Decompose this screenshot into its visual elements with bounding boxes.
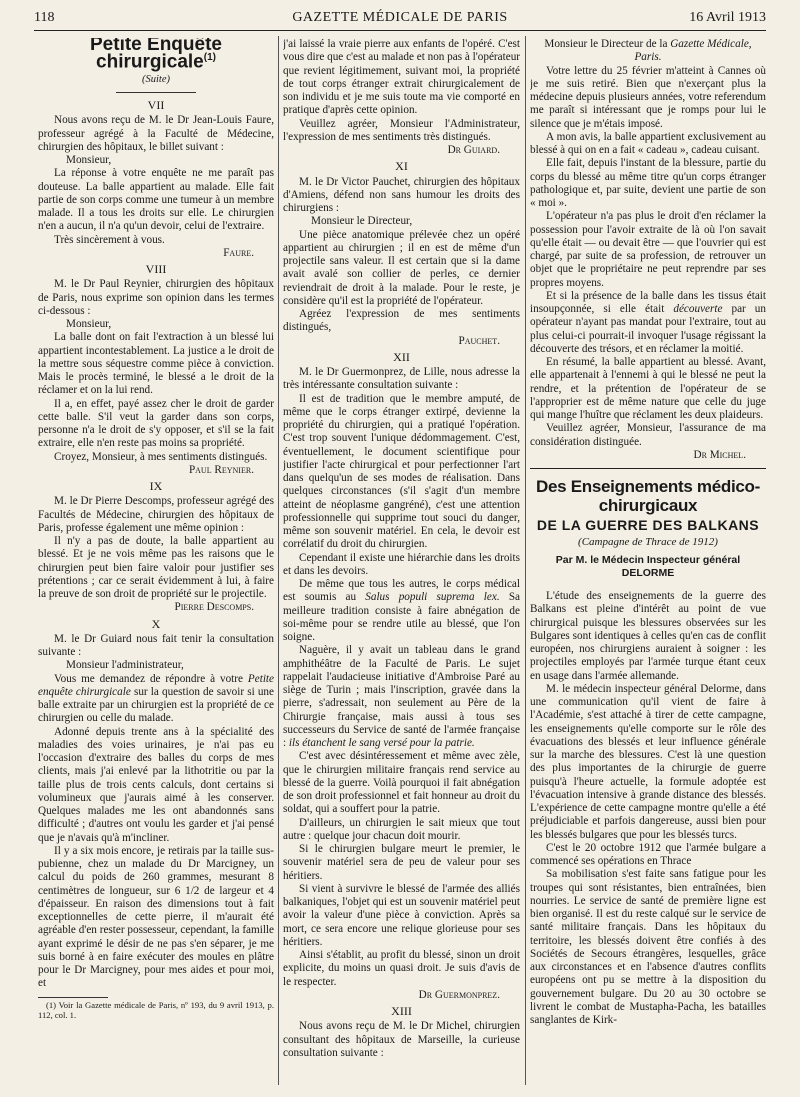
- section-number: VII: [147, 98, 165, 113]
- section-number: XIII: [391, 1004, 412, 1018]
- paragraph: Sa mobilisation s'est faite sans fatigue pour les troupes qui sont résistantes, bien entraînées, bien nourries. Le service de santé de première ligne est bien organisé. Il est du reste calqué sur le service de santé militaire français. Dans les hôpitaux du territoire, les blessés doivent être confiés à des Sociétés de Secours étrangères, lesquelles, grâce aux circonstances et en l'absence d'autres conflits européens ont pu se mettre à la disposition du gouvernement bulgare. Du 20 au 30 octobre se livrent le combat de Mustapha-Pacha, les batailles sanglantes de Kirk-: [530, 868, 766, 1026]
- paragraph: La balle dont on fait l'extraction à un blessé lui appartient incontestablement. La justice a le droit de la mettre sous séquestre comme pièce à conviction. Mais le procès terminé, le blessé a le droit de la réclamer et on la lui rend.: [38, 331, 274, 397]
- article-title: Petite Enquête chirurgicale$^{(1)}$: [90, 38, 222, 73]
- paragraph: Croyez, Monsieur, à mes sentiments distingués.: [54, 450, 268, 463]
- salutation: Monsieur,: [66, 318, 112, 331]
- paragraph: Cependant il existe une hiérarchie dans les droits et dans les devoirs.: [283, 551, 520, 577]
- salutation: Monsieur le Directeur,: [311, 215, 413, 228]
- footnote-rule: [38, 997, 108, 998]
- paragraph: M. le médecin inspecteur général Delorme, dans une communication qu'il vient de faire à l'Académie, s'est attaché à tirer de cette campagne, les enseignements qu'elle comporte sur le rôle des évacuations des blessés et leur influence générale sur la marche des blessures. C'est là une question des plus importantes de la chirurgie de guerre puisqu'à l'heure actuelle, la formule adoptée est l'évacuation intensive à grande distance des blessés. L'expérience de cette campagne montre qu'elle a été préjudiciable et parfois dangereuse, aussi bien pour les blessés bulgares que pour les blessés turcs.: [530, 682, 766, 841]
- paragraph: Il n'y a pas de doute, la balle appartient au blessé. Et je ne vois même pas les raisons que le chirurgien peut bien faire valoir pour justifier ses prétentions ; car ce serait évidemment à lui, à faire la preuve de son droit de propriété sur le projectile.: [38, 535, 274, 601]
- issue-date: 16 Avril 1913: [689, 10, 766, 25]
- page-number: 118: [34, 10, 55, 25]
- article-rule: [530, 468, 766, 469]
- paragraph: De même que tous les autres, le corps médical est soumis au Salus populi suprema lex. Sa meilleure tradition consiste à faire abnégation de soi-même pour se rendre utile au blessé, que l'on soigne.: [283, 578, 520, 643]
- section-number: X: [151, 616, 161, 631]
- paragraph: Très sincèrement à vous.: [54, 233, 165, 246]
- section-number: XI: [395, 159, 408, 174]
- article-title: Des Enseignements médico-chirurgicaux: [536, 477, 760, 515]
- column-1: [38, 38, 274, 1087]
- paragraph: Ainsi s'établit, au profit du blessé, sinon un droit explicite, du moins un quasi droit. Je suis d'avis de le respecter.: [283, 949, 520, 988]
- signature: Paul Reynier.: [188, 463, 254, 476]
- divider: [116, 92, 196, 93]
- paragraph: Si vient à survivre le blessé de l'armée des alliés balkaniques, l'objet qui est un souvenir matériel peut avoir la valeur d'une pièce à conviction. Après sa mort, ce sera encore une relique glorieuse pour ses héritiers.: [283, 882, 520, 948]
- section-number: VIII: [145, 262, 167, 277]
- column-divider: [525, 36, 526, 1085]
- signature: Dr Guermonprez.: [418, 988, 500, 1001]
- article-subtitle: (Suite): [142, 73, 170, 85]
- paragraph: M. le Dr Victor Pauchet, chirurgien des hôpitaux d'Amiens, défend non sans humour les droits des chirurgiens :: [283, 175, 520, 214]
- paragraph: D'ailleurs, un chirurgien le sait mieux que tout autre : quelque jour chacun doit mourir.: [283, 816, 520, 842]
- paragraph: La réponse à votre enquête ne me paraît pas douteuse. La balle appartient au malade. Elle fait partie de son corps comme une tumeur à un membre malade. Il a tous les droits sur elle. Le chirurgien n'en a aucun, il n'a qu'un devoir, celui de l'extraire.: [38, 167, 274, 233]
- paragraph: Adonné depuis trente ans à la spécialité des maladies des voies urinaires, je n'ai pas eu l'occasion d'extraire des balles du corps de mes clients, mais j'ai enlevé par la lithotritie ou par la taille plus de trois cents calculs, dont certains si volumineux que j'aurais aimé à les conserver. Quelques malades me les ont abandonnés sans difficulté ; d'autres ont voulu les garder et j'ai pensé que je n'avais qu'à m'incliner.: [38, 725, 274, 844]
- paragraph: M. le Dr Guermonprez, de Lille, nous adresse la très intéressante consultation suivante :: [283, 366, 520, 392]
- footnote: (1) Voir la Gazette médicale de Paris, nº 193, du 9 avril 1913, p. 112, col. 1.: [38, 999, 274, 1020]
- signature: Dr Michel.: [693, 448, 746, 461]
- paragraph: Nous avons reçu de M. le Dr Michel, chirurgien consultant des hôpitaux de Marseille, la curieuse consultation suivante :: [283, 1020, 520, 1059]
- salutation: Monsieur l'administrateur,: [66, 659, 184, 672]
- journal-name: GAZETTE MÉDICALE DE PARIS: [292, 10, 508, 25]
- column-2: [283, 38, 520, 1087]
- paragraph: Veuillez agréer, Monsieur, l'assurance de ma considération distinguée.: [530, 422, 766, 448]
- paragraph: C'est le 20 octobre 1912 que l'armée bulgare a commencé ses opérations en Thrace: [530, 841, 766, 867]
- paragraph: M. le Dr Guiard nous fait tenir la consultation suivante :: [38, 632, 274, 659]
- paragraph: Veuillez agréer, Monsieur l'Administrateur, l'expression de mes sentiments très distingués.: [283, 117, 520, 143]
- paragraph: C'est avec désintéressement et même avec zèle, que le chirurgien militaire français rend service au blessé de la guerre. Voilà pourquoi il fait abnégation de son droit professionnel et fait honneur au droit du soldat, qui a souffert pour la patrie.: [283, 750, 520, 816]
- header-rule: [34, 30, 766, 31]
- paragraph: Il a, en effet, payé assez cher le droit de garder cette balle. S'il veut la garder dans son corps, personne n'a le droit de s'y opposer, et s'il se la fait extraire, elle n'en reste pas moins sa propriété.: [38, 397, 274, 450]
- paragraph: Il y a six mois encore, je retirais par la taille sus-pubienne, chez un malade du Dr Marcigney, un calcul du poids de 260 grammes, mesurant 8 centimètres de longueur, sur 6 1/2 de largeur et 4 d'épaisseur. En raison des dimensions tout à fait exceptionnelles de cette pierre, il m'aurait été agréable d'en rester possesseur, cependant, la famille ayant exprimé le désir de ne pas s'en séparer, je me suis borné à en faire exécuter des moules en plâtre pour le Dr Marcigney, pour mes aides et pour moi, et: [38, 844, 274, 990]
- paragraph: Une pièce anatomique prélevée chez un opéré appartient au chirurgien ; il en est de même d'un projectile sans valeur. Il est certain que si la dame avait avalé son collier de perles, ce dernier reviendrait de droit à la malade. Pour le reste, je considère qu'il est la propriété de l'opérateur.: [283, 228, 520, 307]
- article-title-line2: DE LA GUERRE DES BALKANS: [536, 517, 760, 533]
- byline: Par M. le Médecin Inspecteur général DELORME: [555, 553, 741, 579]
- paragraph: Nous avons reçu de M. le Dr Jean-Louis Faure, professeur agrégé à la Faculté de Médecine, chirurgien des hôpitaux, le billet suivant :: [38, 114, 274, 153]
- signature: Faure.: [223, 246, 254, 259]
- section-number: XII: [393, 349, 410, 364]
- signature: Pierre Descomps.: [174, 601, 254, 614]
- paragraph: Naguère, il y avait un tableau dans le grand amphithéâtre de la Faculté de Paris. Le sujet rappelait l'audacieuse initiative d'Ambroise Paré au siège de Turin ; mais l'inscription, gravée dans la pierre, s'adressait, non seulement au Père de la Chirurgie française, mais aussi à tous ses successeurs du Service de santé de l'armée française : ils étanchent le sang versé pour la patrie.: [283, 644, 520, 749]
- footnote-ref: (1): [203, 52, 216, 64]
- signature: Pauchet.: [458, 334, 500, 347]
- column-3: [530, 38, 766, 1087]
- section-number: IX: [149, 479, 163, 494]
- salutation: Monsieur le Directeur de la Gazette Médicale, Paris.: [544, 38, 752, 64]
- page-header: [34, 6, 766, 28]
- paragraph: Agréez l'expression de mes sentiments distingués,: [283, 308, 520, 334]
- paragraph: j'ai laissé la vraie pierre aux enfants de l'opéré. C'est vous dire que c'est au malade et non pas à l'opérateur que revient légitimement, suivant moi, la propriété de tout corps étranger extrait chirurgicalement de son individu et je me suis toute ma vie comporté en pratique d'après cette opinion.: [283, 38, 520, 117]
- paragraph: M. le Dr Pierre Descomps, professeur agrégé des Facultés de Médecine, chirurgien des hôpitaux de Paris, professe également une même opinion :: [38, 495, 274, 534]
- paragraph: A mon avis, la balle appartient exclusivement au blessé à qui on en a fait « cadeau », cadeau cuisant.: [530, 130, 766, 156]
- paragraph: Votre lettre du 25 février m'atteint à Cannes où je me suis retiré. Bien que n'exerçant plus la médecine depuis plusieurs années, votre referendum me paraît si intéressant que je romps pour lui le silence que je m'étais imposé.: [530, 64, 766, 130]
- article-subtitle: (Campagne de Thrace de 1912): [578, 536, 718, 549]
- salutation: Monsieur,: [66, 154, 112, 167]
- paragraph: Si le chirurgien bulgare meurt le premier, le souvenir matériel sera de peu de valeur pour ses héritiers.: [283, 843, 520, 882]
- paragraph: M. le Dr Paul Reynier, chirurgien des hôpitaux de Paris, nous exprime son opinion dans les termes ci-dessous :: [38, 278, 274, 317]
- paragraph: Vous me demandez de répondre à votre Petite enquête chirurgicale sur la question de savoir si une balle extraite par un chirurgien est la propriété de ce chirurgien ou celle du malade.: [38, 672, 274, 725]
- column-divider: [278, 36, 279, 1085]
- paragraph: Elle fait, depuis l'instant de la blessure, partie du corps du blessé au même titre qu'un corps étranger pathologique et, par suite, devient une partie de son « moi ».: [530, 157, 766, 209]
- paragraph: Et si la présence de la balle dans les tissus était insoupçonnée, si elle était découverte par un opérateur n'ayant pas mandat pour l'extraire, tout au plus celui-ci pourrait-il invoquer l'usage régissant la découverte des trésors, et en réclamer la moitié.: [530, 289, 766, 355]
- signature: Dr Guiard.: [447, 144, 500, 156]
- paragraph: L'opérateur n'a pas plus le droit d'en réclamer la possession pour l'avoir extraite de là où l'on savait qu'elle était — ou devait être — que l'ouvrier qui est chargé, par suite de sa profession, de retrouver un objet que le propriétaire ne peut reprendre par ses propres moyens.: [530, 210, 766, 289]
- paragraph: L'étude des enseignements de la guerre des Balkans est pleine d'intérêt au point de vue chirurgical puisque les blessures observées sur les Bulgares sont identiques à celles qu'en cas de conflit européen, nos chirurgiens auraient à soigner : les projectiles employés par l'armée turque étant ceux en usage dans l'armée allemande.: [530, 590, 766, 682]
- paragraph: En résumé, la balle appartient au blessé. Avant, elle appartenait à l'ennemi à qui le blessé ne peut la rendre, et la prétention de l'opérateur de se l'approprier est de même nature que celle du juge qui mange l'huître que réclament les deux plaideurs.: [530, 356, 766, 421]
- paragraph: Il est de tradition que le membre amputé, de même que le corps étranger extirpé, devienne la propriété du chirurgien, qui a pratiqué l'opération. C'est trop souvent l'unique dédommagement. C'est, éventuellement, le document scientifique pour justifier l'acte chirurgical et pour perfectionner l'art dans quelqu'un de ses modes de réalisation. Dans quelques circonstances (s'il s'agit d'un membre atteint de néoplasme gangréné), c'est une attention professionnelle qui supprime tout souci du danger, même son souvenir matériel. En cela, le devoir est corrélatif du droit du chirurgien.: [283, 392, 520, 551]
